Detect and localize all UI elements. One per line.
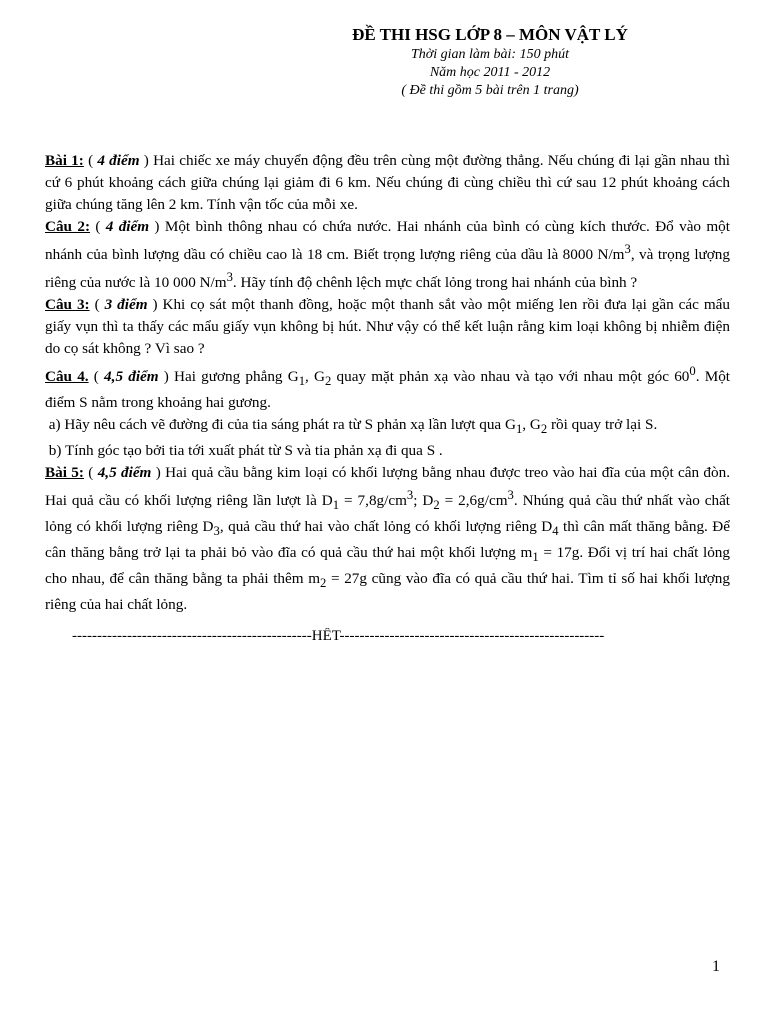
question-4-label: Câu 4. [45,368,89,386]
page-number: 1 [712,958,720,975]
question-4-part-a [45,414,730,440]
question-1-points: 4 điểm [97,152,140,169]
question-4a-text: a) Hãy nêu cách vẽ đường đi của tia sáng phát ra từ S phản xạ lần lượt qua G [48,416,516,434]
question-2-points: 4 điểm [105,218,150,235]
superscript: 3 [406,488,414,503]
question-5-text: . Nhúng quả cầu thứ nhất vào chất lỏng có khối lượng riêng D [45,492,731,536]
question-5-text: ; D [413,492,434,510]
question-4a-text: rồi quay trở lại S. [547,416,658,434]
degree-superscript: 0 [689,364,696,379]
question-4b-text: b) Tính góc tạo bởi tia tới xuất phát từ S và tia phản xạ đi qua S . [48,442,443,460]
question-2-text: . Hãy tính độ chênh lệch mực chất lỏng trong hai nhánh của bình ? [232,274,638,292]
question-1: Bài 1: ( 4 điểm ) Hai chiếc xe máy chuyển động đều trên cùng một đường thẳng. Nếu chúng đi lại gần nhau thì cứ 6 phút khoảng cách giữa chúng lại giảm đi 6 km. Nếu chúng đi cùng chiều thì cứ sau 12 phút khoảng cách giữa chúng tăng lên 2 km. Tính vận tốc của mỗi xe. [45,152,731,213]
subscript: 1 [332,498,340,513]
subscript: 1 [532,550,539,565]
question-5-text: = 27g cũng vào đĩa có quả cầu thứ hai. Tìm tỉ số hai khối lượng riêng của hai chất lỏng. [45,570,730,614]
subscript: 3 [213,524,220,539]
subscript: 1 [298,374,306,389]
superscript: 3 [624,242,631,256]
question-4-text: Hai gương phẳng G [174,368,299,386]
question-5-text: = 17g. Đổi vị trí hai chất lỏng cho nhau, để cân thăng bằng ta phải thêm m [45,544,730,588]
question-5-label: Bài 5: [45,464,84,482]
exam-body [45,150,730,616]
subscript: 2 [433,498,440,513]
exam-header [300,24,680,100]
subscript: 2 [540,422,548,437]
question-4: Câu 4. ( 4,5 điểm ) Hai gương phẳng $G_1$, $G_2$ quay mặt phản xạ vào nhau và tạo với nhau một góc $60^0$. Một điểm S nằm trong khoảng hai gương. [45,364,731,412]
question-4-text: . Một điểm S nằm trong khoảng hai gương. [45,368,731,412]
subscript: 2 [324,374,332,389]
question-3-label: Câu 3: [45,296,90,314]
question-5-text: , quả cầu thứ hai vào chất lỏng có khối lượng riêng D [219,518,553,536]
question-4-part-b [45,440,730,462]
question-5-text: = 2,6g/cm [439,492,508,510]
question-2: Câu 2: ( 4 điểm ) Một bình thông nhau có chứa nước. Hai nhánh của bình có cùng kích thước. Đổ vào một nhánh của bình lượng dầu có chiều cao là 18 cm. Biết trọng lượng riêng của dầu là 8000 $N/m^3$, và trọng lượng riêng của nước là 10 000 $N/m^3$. Hãy tính độ chênh lệch mực chất lỏng trong hai nhánh của bình ? [45,218,730,292]
superscript: 3 [226,270,233,285]
question-2-label: Câu 2: [45,218,91,235]
subscript: 4 [552,524,559,539]
question-5: Bài 5: ( 4,5 điểm ) Hai quả cầu bằng kim loại có khối lượng bằng nhau được treo vào hai đĩa của một cân đòn. Hai quả cầu có khối lượng riêng lần lượt là $D_1 = 7,8g/cm^3$; $D_2 = 2,6g/cm^3$. Nhúng quả cầu thứ nhất vào chất lỏng có khối lượng riêng $D_3$, quả cầu thứ hai vào chất lỏng có khối lượng riêng $D_4$ thì cân mất thăng bằng. Để cân thăng bằng trở lại ta phải bỏ vào đĩa có quả cầu thứ hai một khối lượng $m_1 = 17g$. Đổi vị trí hai chất lỏng cho nhau, để cân thăng bằng ta phải thêm $m_2 = 27g$ cũng vào đĩa có quả cầu thứ hai. Tìm tỉ số hai khối lượng riêng của hai chất lỏng. [45,464,731,614]
question-3-points: 3 điểm [104,296,148,314]
question-5-text: thì cân mất thăng bằng. Để cân thăng bằng trở lại ta phải bỏ vào đĩa có quả cầu thứ hai một khối lượng m [45,518,731,562]
question-4-text: quay mặt phản xạ vào nhau và tạo với nhau một góc 60 [331,368,690,386]
question-4a-text: , G [522,416,541,434]
exam-note: ( Đề thi gồm 5 bài trên 1 trang) [401,83,579,98]
question-2-text: , và trọng lượng riêng của nước là 10 000 N/m [45,246,730,292]
exam-year: Năm học 2011 - 2012 [429,65,551,80]
question-4-points: 4,5 điểm [104,368,159,386]
question-5-text: Hai quả cầu bằng kim loại có khối lượng bằng nhau được treo vào hai đĩa của một cân đòn. Hai quả cầu có khối lượng riêng lần lượt là D [45,464,731,510]
question-3: Câu 3: ( 3 điểm ) Khi cọ sát một thanh đồng, hoặc một thanh sắt vào một miếng len rồi đưa lại gần các mẩu giấy vụn thì ta thấy các mẩu giấy vụn không bị hút. Như vậy có thể kết luận rằng kim loại không bị nhiễm điện do cọ sát không ? Vì sao ? [45,296,730,358]
question-1-text: Hai chiếc xe máy chuyển động đều trên cùng một đường thẳng. Nếu chúng đi lại gần nhau thì cứ 6 phút khoảng cách giữa chúng lại giảm đi 6 km. Nếu chúng đi cùng chiều thì cứ sau 12 phút khoảng cách giữa chúng tăng lên 2 km. Tính vận tốc của mỗi xe. [45,152,731,213]
question-1-label: Bài 1: [45,152,84,169]
question-4-text: , G [305,368,325,386]
subscript: 2 [320,576,327,591]
question-5-text: = 7,8g/cm [339,492,407,510]
exam-time: Thời gian làm bài: 150 phút [411,47,569,62]
question-3-text: Khi cọ sát một thanh đồng, hoặc một thanh sắt vào một miếng len rồi đưa lại gần các mẩu giấy vụn thì ta thấy các mẩu giấy vụn không bị hút. Như vậy có thể kết luận rằng kim loại không bị nhiễm điện do cọ sát không ? Vì sao ? [45,296,730,358]
question-5-points: 4,5 điểm [97,464,152,482]
subscript: 1 [515,422,523,437]
superscript: 3 [507,488,514,503]
question-2-text: Một bình thông nhau có chứa nước. Hai nhánh của bình có cùng kích thước. Đổ vào một nhánh của bình lượng dầu có chiều cao là 18 cm. Biết trọng lượng riêng của dầu là 8000 N/m [45,218,730,264]
end-marker: ------------------------------------------------HẾT----------------------------------------------------- [72,628,605,644]
exam-title: ĐỀ THI HSG LỚP 8 – MÔN VẬT LÝ [352,25,628,44]
